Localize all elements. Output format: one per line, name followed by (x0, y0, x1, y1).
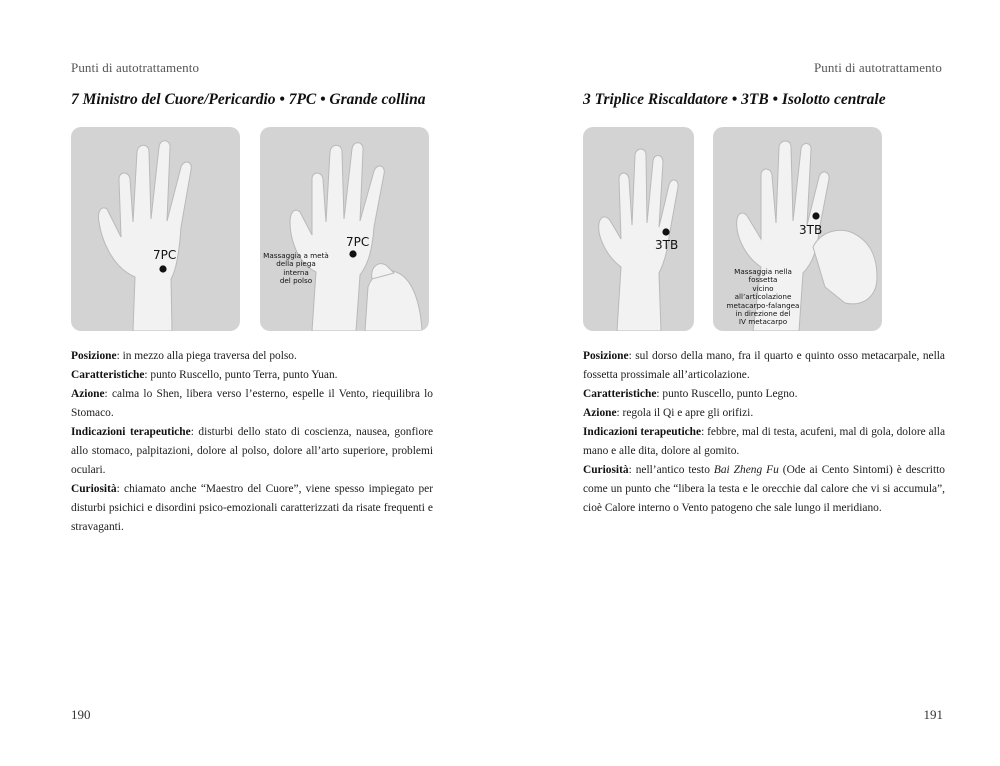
massage-note (725, 268, 801, 327)
section-text: : regola il Qi e apre gli orifizi. (616, 407, 754, 419)
section-text: : febbre, mal di testa, acufeni, mal di gola, dolore alla mano e alle dita, dolore al gomito. (583, 426, 946, 457)
palm-massage-photo (260, 127, 429, 331)
page-number: 190 (71, 707, 91, 722)
point-label: 7PC (153, 248, 177, 262)
section-label: Caratteristiche (583, 388, 657, 400)
book-title: Bai Zheng Fu (713, 464, 779, 476)
note-line: Massaggia nella fossetta (734, 267, 792, 285)
palm-massage-illustration (260, 127, 429, 331)
section-text: (Ode ai Cento Sintomi) è descritto come un punto che “libera la testa e le orecchie dal calore che vi si accumula”, cioè Calore interno o Vento patogeno che sale lungo il meridiano. (583, 464, 945, 514)
note-line: IV metacarpo (738, 317, 788, 327)
section-label: Azione (71, 388, 105, 400)
indications-paragraph (71, 423, 433, 480)
hand-back-illustration (583, 127, 694, 331)
point-title: 7 Ministro del Cuore/Pericardio • 7PC • Grande collina (71, 91, 426, 108)
curiosity-paragraph (71, 480, 433, 537)
running-head: Punti di autotrattamento (813, 60, 942, 75)
characteristics-paragraph (71, 366, 433, 385)
note-line: metacarpo-falangea (726, 300, 800, 310)
point-title: 3 Triplice Riscaldatore • 3TB • Isolotto centrale (583, 91, 886, 108)
section-text: : calma lo Shen, libera verso l’esterno, espelle il Vento, riequilibra lo Stomaco. (71, 388, 433, 419)
position-paragraph (71, 347, 433, 366)
note-line: del polso (279, 276, 313, 286)
page-number: 191 (923, 707, 943, 722)
section-text: : nell’antico testo (628, 464, 714, 476)
section-text: : chiamato anche “Maestro del Cuore”, viene spesso impiegato per disturbi psichici e disordini psico-emozionali caratterizzati da risate frequenti e stravaganti. (71, 483, 433, 533)
section-label: Indicazioni terapeutiche (71, 426, 191, 438)
palm-photo (71, 127, 240, 331)
section-text: : punto Ruscello, punto Terra, punto Yuan. (144, 369, 338, 381)
point-label: 3TB (799, 223, 823, 237)
section-label: Caratteristiche (71, 369, 145, 381)
running-head: Punti di autotrattamento (71, 60, 200, 75)
action-paragraph (71, 385, 433, 423)
note-line: in direzione del (735, 309, 791, 319)
section-label: Posizione (583, 350, 629, 362)
section-text: : sul dorso della mano, fra il quarto e quinto osso metacarpale, nella fossetta prossimale all’articolazione. (583, 350, 945, 381)
section-text: : in mezzo alla piega traversa del polso. (116, 350, 297, 362)
right-page (500, 0, 1000, 766)
section-text: : disturbi dello stato di coscienza, nausea, gonfiore allo stomaco, palpitazioni, dolore al polso, dolore all’arto superiore, problemi oculari. (71, 426, 433, 476)
note-line: della piega interna (276, 259, 316, 277)
section-text: : punto Ruscello, punto Legno. (656, 388, 798, 400)
section-label: Azione (583, 407, 617, 419)
point-description (71, 347, 433, 537)
section-label: Indicazioni terapeutiche (583, 426, 702, 438)
note-line: vicino all’articolazione (734, 283, 792, 302)
hand-back-photo (583, 127, 694, 331)
palm-hand-illustration (71, 127, 240, 331)
section-label: Curiosità (583, 464, 629, 476)
section-label: Curiosità (71, 483, 117, 495)
section-label: Posizione (71, 350, 117, 362)
hand-back-massage-photo (713, 127, 882, 331)
point-label: 3TB (655, 238, 679, 252)
note-line: Massaggia a metà (263, 251, 329, 260)
massage-note (263, 252, 329, 286)
point-label: 7PC (346, 235, 370, 249)
